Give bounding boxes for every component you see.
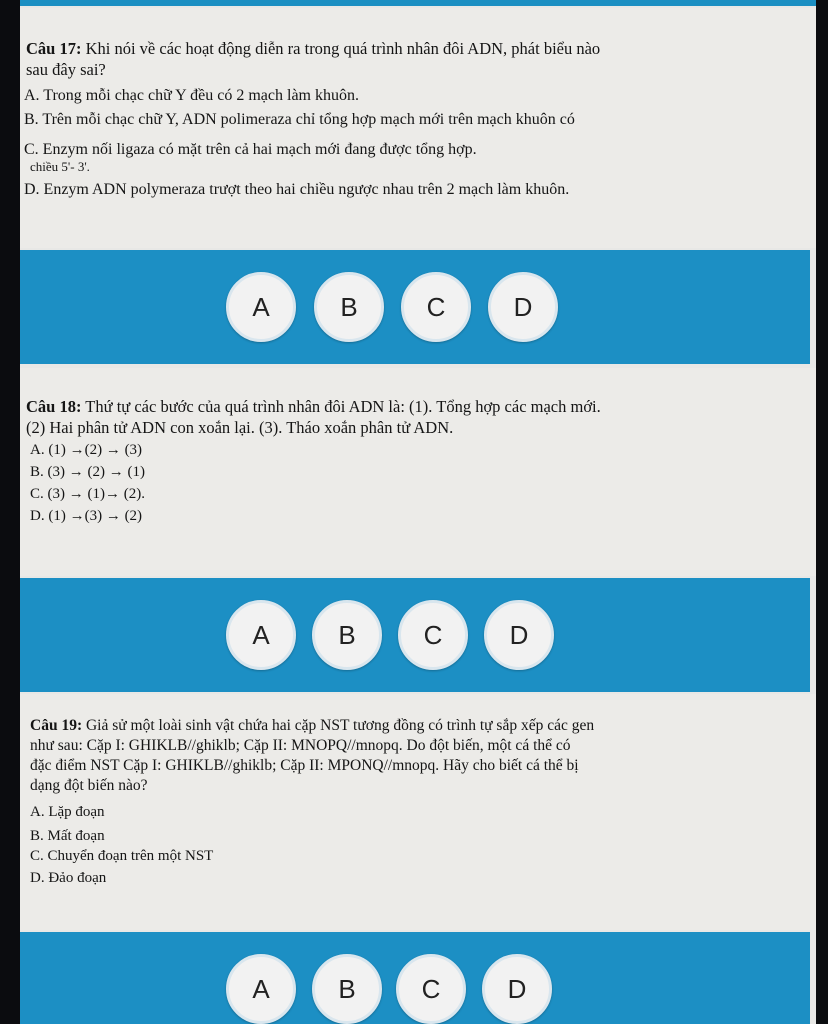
question-19-answer-c-button[interactable]: C (396, 954, 466, 1024)
question-17-stem-line2: sau đây sai? (26, 60, 106, 79)
question-18-answer-c-button[interactable]: C (398, 600, 468, 670)
question-19-stem-line4: dạng đột biến nào? (30, 777, 148, 794)
question-17-option-d: D. Enzym ADN polymeraza trượt theo hai chiều ngược nhau trên 2 mạch làm khuôn. (24, 181, 570, 198)
question-17-answer-d-button[interactable]: D (488, 272, 558, 342)
question-19-answer-d-button[interactable]: D (482, 954, 552, 1024)
question-17-option-a: A. Trong mỗi chạc chữ Y đều có 2 mạch làm khuôn. (24, 87, 359, 104)
question-17-option-b-continuation: chiều 5'- 3'. (30, 159, 90, 174)
question-19-card (20, 694, 816, 930)
question-18-answer-d-button[interactable]: D (484, 600, 554, 670)
question-18-stem-line1: Thứ tự các bước của quá trình nhân đôi ADN là: (1). Tổng hợp các mạch mới. (85, 397, 601, 416)
question-19-stem-line2: như sau: Cặp I: GHIKLB//ghiklb; Cặp II: MNOPQ//mnopq. Do đột biến, một cá thể có (30, 737, 571, 754)
question-17-option-b: B. Trên mỗi chạc chữ Y, ADN polimeraza chỉ tổng hợp mạch mới trên mạch khuôn có (24, 111, 575, 128)
question-18-option-a: A. (1) →(2) → (3) (30, 442, 143, 458)
question-18-answer-bar (20, 578, 810, 692)
question-17-answer-a-button[interactable]: A (226, 272, 296, 342)
question-19-answer-b-button[interactable]: B (312, 954, 382, 1024)
question-19-answer-a-button[interactable]: A (226, 954, 296, 1024)
question-19-stem-line3: đặc điểm NST Cặp I: GHIKLB//ghiklb; Cặp II: MPONQ//mnopq. Hãy cho biết cá thể bị (30, 757, 579, 774)
question-19-stem-line1: Giả sử một loài sinh vật chứa hai cặp NST tương đồng có trình tự sắp xếp các gen (85, 717, 595, 734)
question-18-answer-a-button[interactable]: A (226, 600, 296, 670)
question-18-answer-b-button[interactable]: B (312, 600, 382, 670)
question-17-number: Câu 17: (26, 39, 82, 58)
quiz-screen (20, 0, 816, 1024)
question-17-stem-line1: Khi nói về các hoạt động diễn ra trong quá trình nhân đôi ADN, phát biểu nào (85, 39, 601, 58)
question-19-option-a: A. Lặp đoạn (30, 804, 105, 820)
question-18-stem-line2: (2) Hai phân tử ADN con xoắn lại. (3). Tháo xoắn phân tử ADN. (26, 418, 454, 437)
question-18-card (20, 368, 816, 576)
question-19-option-b: B. Mất đoạn (30, 828, 105, 844)
question-18-number: Câu 18: (26, 397, 82, 416)
question-19-option-c: C. Chuyển đoạn trên một NST (30, 848, 214, 864)
question-17-option-c: C. Enzym nối ligaza có mặt trên cả hai mạch mới đang được tổng hợp. (24, 141, 477, 158)
question-18-option-d: D. (1) →(3) → (2) (30, 508, 143, 524)
question-19-number: Câu 19: (30, 717, 83, 734)
top-accent-bar (20, 0, 816, 6)
question-18-stem (26, 396, 806, 438)
question-18-option-b: B. (3) → (2) → (1) (30, 464, 145, 480)
question-18-option-c: C. (3) → (1)→ (2). (30, 486, 145, 502)
question-19-answer-bar (20, 932, 810, 1024)
question-17-stem (26, 38, 806, 80)
question-19-option-d: D. Đảo đoạn (30, 870, 107, 886)
question-17-card (20, 8, 816, 248)
question-17-answer-b-button[interactable]: B (314, 272, 384, 342)
question-17-answer-bar (20, 250, 810, 364)
question-17-answer-c-button[interactable]: C (401, 272, 471, 342)
question-19-stem (30, 716, 806, 796)
